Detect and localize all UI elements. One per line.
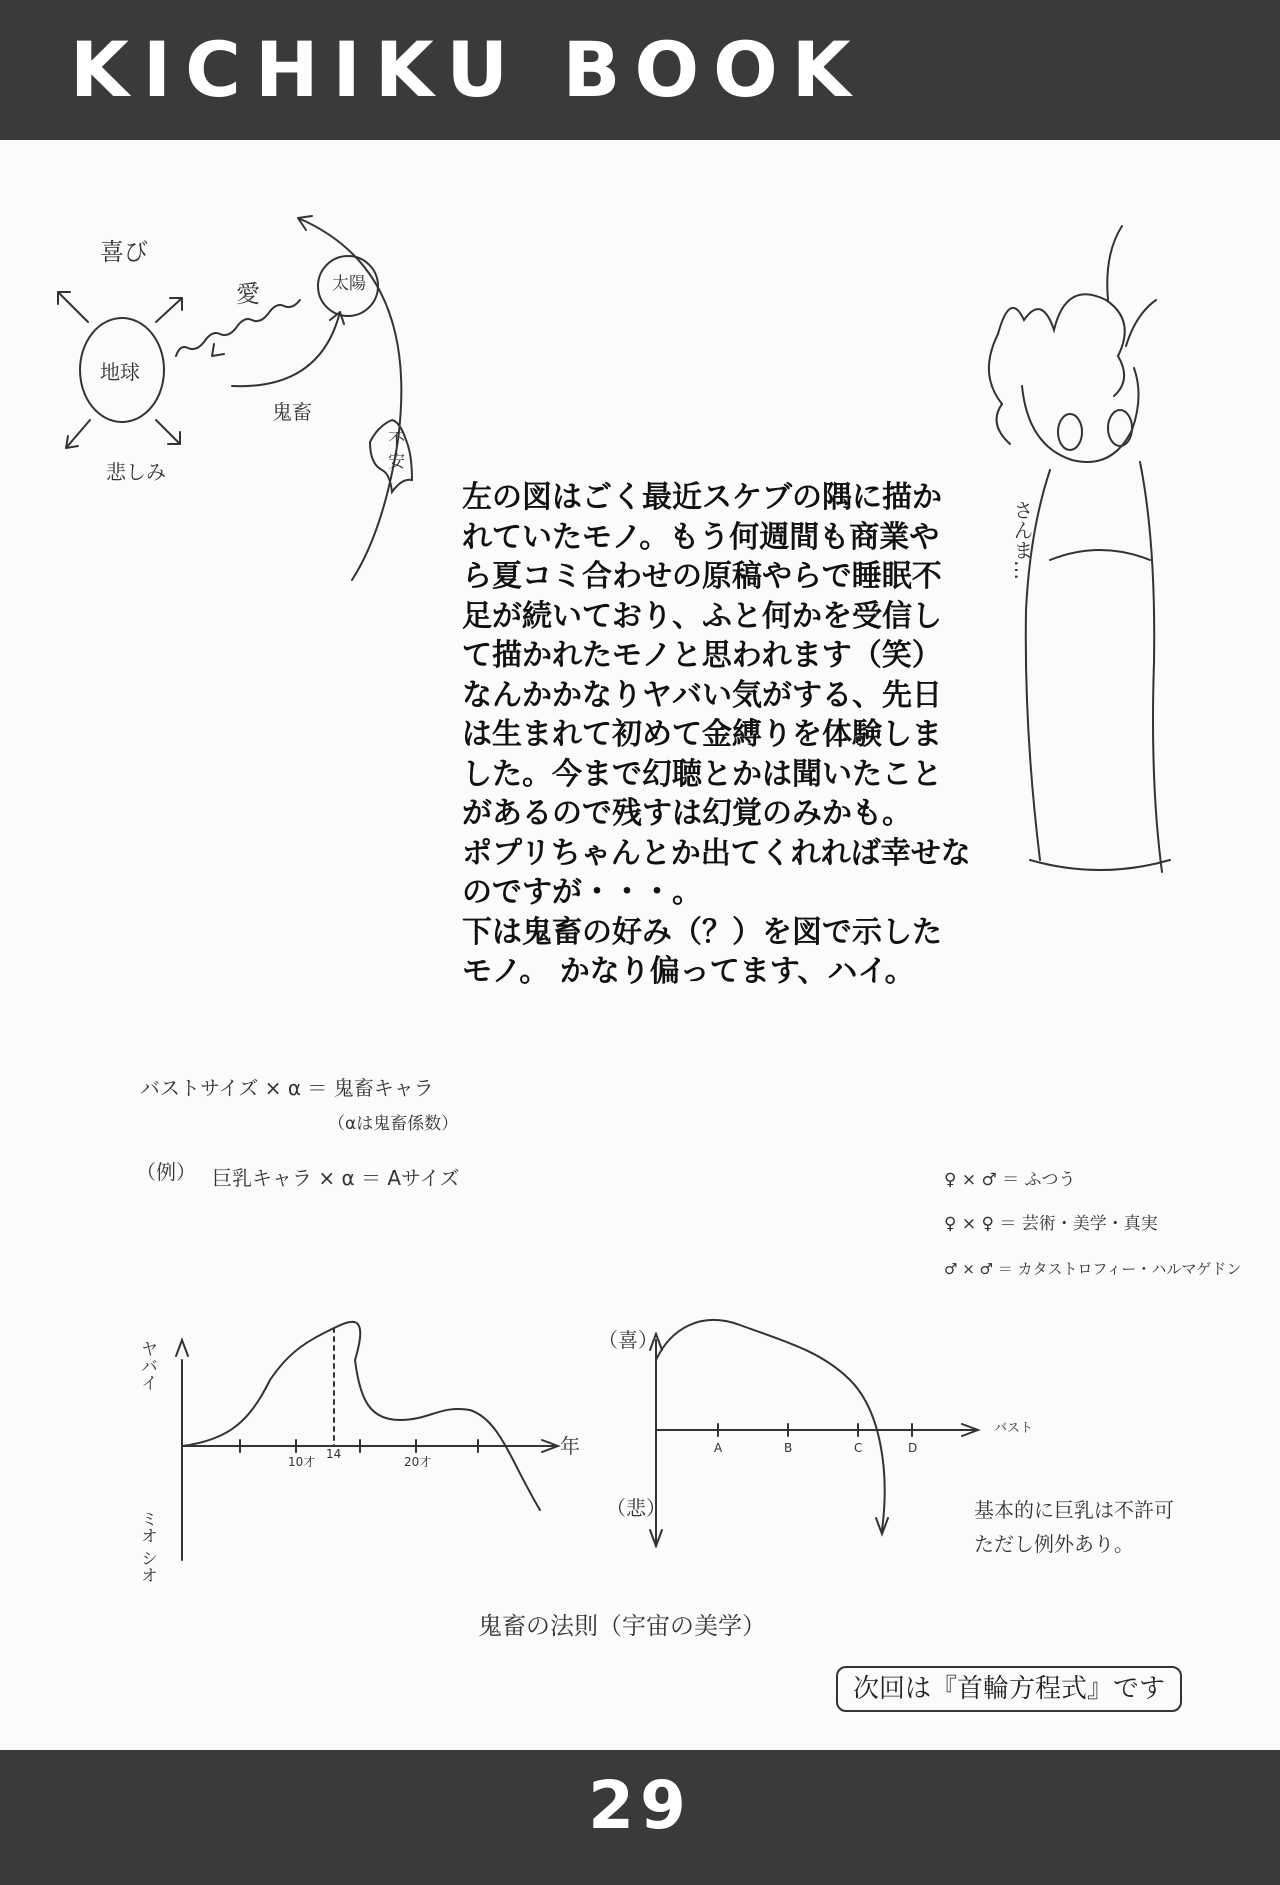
chart1-y-axis (176, 1340, 188, 1560)
diagram-label-anxiety-1: 不 (388, 430, 405, 450)
formula-pair-3: ♂ × ♂ ＝ カタストロフィー・ハルマゲドン (944, 1260, 1242, 1278)
diagram-label-sun: 太陽 (332, 274, 366, 294)
body-line: した。今まで幻聴とかは聞いたこと (462, 756, 942, 792)
formula-example: 巨乳キャラ × α ＝ Aサイズ (212, 1166, 460, 1190)
universe-arc (298, 216, 401, 580)
love-wavy-line (176, 300, 300, 356)
diagram-label-anxiety-2: 安 (388, 452, 405, 472)
diagram-label-earth: 地球 (100, 360, 140, 384)
chart2-annotation: ただし例外あり。 (974, 1532, 1134, 1556)
body-line: て描かれたモノと思われます（笑） (462, 638, 942, 673)
body-line: ら夏コミ合わせの原稿やらで睡眠不 (462, 559, 942, 594)
joy-arrow-right (156, 298, 182, 322)
sorrow-arrow-right (156, 420, 180, 444)
character-hair (989, 226, 1156, 444)
formula-alpha-note: （αは鬼畜係数） (328, 1114, 459, 1134)
chart2-curve (656, 1320, 888, 1534)
chart1-ylabel-bottom: ミオ シオ (137, 1510, 157, 1584)
chart1-tick-label: 14 (326, 1447, 342, 1461)
body-line: ポプリちゃんとか出てくれれば幸せな (462, 835, 971, 871)
diagram-label-sorrow: 悲しみ (106, 460, 166, 484)
diagram-label-love: 愛 (236, 280, 260, 308)
formula-pair-2: ♀ × ♀ ＝ 芸術・美学・真実 (944, 1214, 1158, 1234)
chart1-curve (182, 1322, 540, 1510)
body-line: は生まれて初めて金縛りを体験しま (462, 717, 942, 752)
body-line: のですが・・・。 (462, 875, 702, 910)
chart1-ylabel-top: ヤバイ (137, 1340, 157, 1391)
chart1-tick-label: 20才 (404, 1455, 432, 1469)
body-line: 左の図はごく最近スケブの隅に描か (462, 480, 942, 515)
chart2-x-axis (656, 1424, 978, 1436)
diagram-label-joy: 喜び (100, 238, 148, 266)
body-line: モノ。 かなり偏ってます、ハイ。 (462, 954, 915, 989)
body-line: があるので残すは幻覚のみかも。 (462, 796, 912, 831)
character-body (1026, 462, 1170, 872)
rule-caption: 鬼畜の法則（宇宙の美学） (478, 1612, 766, 1640)
sorrow-arrow-left (66, 420, 90, 448)
joy-arrow-left (58, 292, 88, 322)
chart1-x-axis (182, 1440, 558, 1452)
chart2-tick-label: C (854, 1441, 863, 1455)
kichiku-curve (232, 312, 344, 386)
formula-pair-1: ♀ × ♂ ＝ ふつう (944, 1170, 1076, 1190)
body-line: なんかかなりヤバい気がする、先日 (462, 677, 942, 713)
next-time-box: 次回は『首輪方程式』です (836, 1666, 1182, 1712)
character-face (1022, 368, 1139, 462)
page-title: KICHIKU BOOK (70, 25, 865, 114)
chart2-ylabel-top: （喜） (598, 1328, 658, 1352)
chart2-tick-label: A (714, 1441, 723, 1455)
body-line: 足が続いており、ふと何かを受信し (462, 598, 942, 634)
chart2-ylabel-bottom: （悲） (606, 1496, 666, 1520)
diagram-label-kichiku: 鬼畜 (272, 400, 312, 424)
body-line: 下は鬼畜の好み（？）を図で示した (462, 914, 942, 950)
chart1-tick-label: 10才 (288, 1455, 316, 1469)
chart2-annotation: 基本的に巨乳は不許可 (974, 1498, 1174, 1522)
body-line: れていたモノ。もう何週間も商業や (462, 519, 940, 555)
formula-bust: バストサイズ × α ＝ 鬼畜キャラ (140, 1076, 434, 1100)
chart1-xlabel: 年 (560, 1434, 580, 1458)
formula-example-label: （例） (136, 1160, 196, 1184)
page-number: 29 (588, 1767, 692, 1844)
character-note: さんま… (1010, 500, 1034, 580)
body-text (462, 478, 982, 992)
chart2-xlabel: バスト (994, 1421, 1034, 1436)
chart2-tick-label: D (908, 1441, 918, 1455)
chart2-tick-label: B (784, 1441, 793, 1455)
